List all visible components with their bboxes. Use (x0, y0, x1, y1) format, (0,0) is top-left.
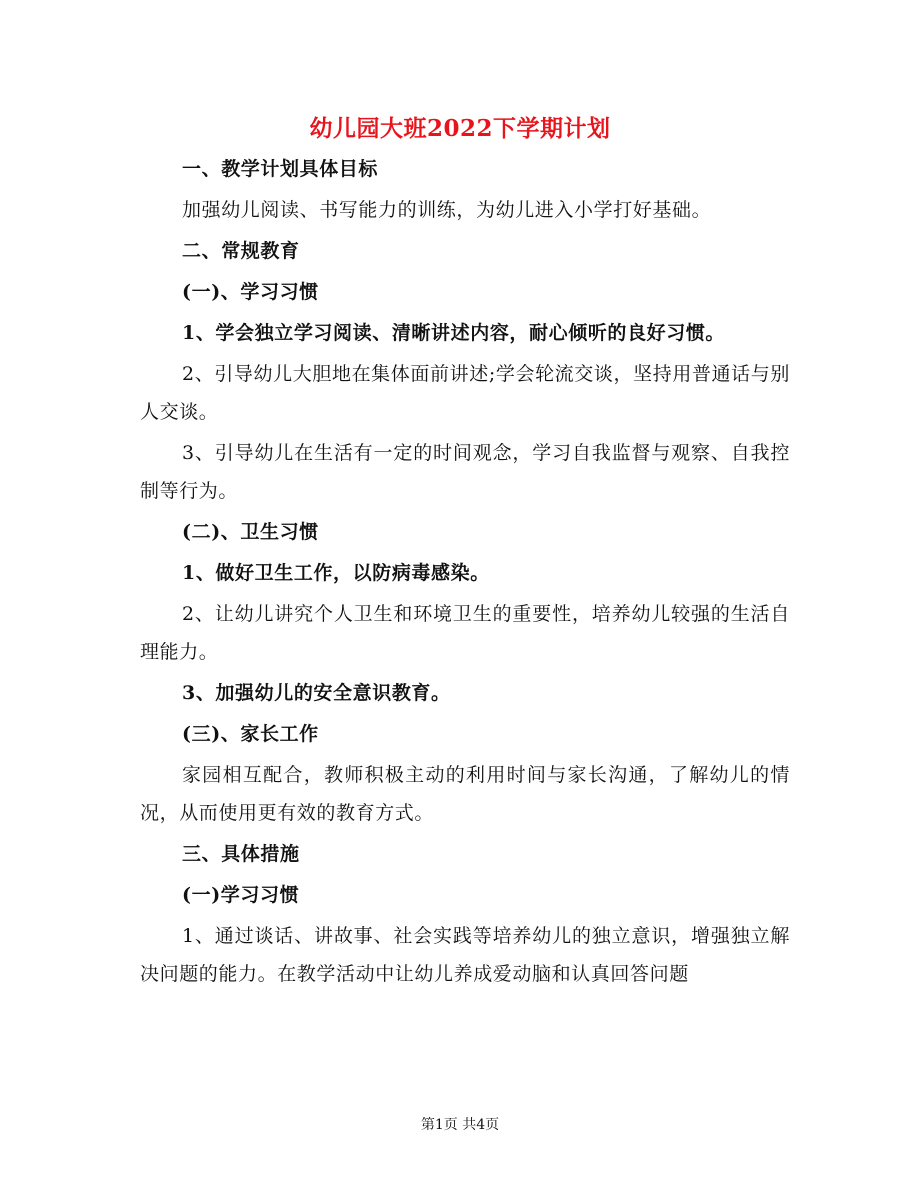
document-title: 幼儿园大班2022下学期计划 (309, 115, 611, 142)
page-number-footer: 第1页 共4页 (420, 1117, 500, 1133)
paragraph: 1、做好卫生工作，以防病毒感染。 (182, 562, 490, 584)
document-body (140, 150, 790, 996)
paragraph: (一)、学习习惯 (182, 281, 319, 303)
paragraph: 1、学会独立学习阅读、清晰讲述内容，耐心倾听的良好习惯。 (182, 322, 726, 344)
paragraph: 1、通过谈话、讲故事、社会实践等培养幼儿的独立意识，增强独立解决问题的能力。在教学活动中让幼儿养成爱动脑和认真回答问题 (140, 925, 790, 985)
paragraph: 家园相互配合，教师积极主动的利用时间与家长沟通，了解幼儿的情况，从而使用更有效的教育方式。 (140, 764, 790, 824)
paragraph: (三)、家长工作 (182, 723, 319, 745)
paragraph: 2、让幼儿讲究个人卫生和环境卫生的重要性，培养幼儿较强的生活自理能力。 (140, 603, 790, 663)
paragraph: 加强幼儿阅读、书写能力的训练，为幼儿进入小学打好基础。 (182, 199, 712, 221)
paragraph: (二)、卫生习惯 (182, 521, 319, 543)
paragraph: 三、具体措施 (182, 843, 300, 865)
paragraph: (一)学习习惯 (182, 884, 300, 906)
paragraph: 2、引导幼儿大胆地在集体面前讲述;学会轮流交谈，坚持用普通话与别人交谈。 (140, 363, 790, 423)
paragraph: 二、常规教育 (182, 240, 300, 262)
paragraph: 3、引导幼儿在生活有一定的时间观念，学习自我监督与观察、自我控制等行为。 (140, 442, 790, 502)
paragraph: 3、加强幼儿的安全意识教育。 (182, 682, 451, 704)
paragraph: 一、教学计划具体目标 (182, 158, 379, 180)
